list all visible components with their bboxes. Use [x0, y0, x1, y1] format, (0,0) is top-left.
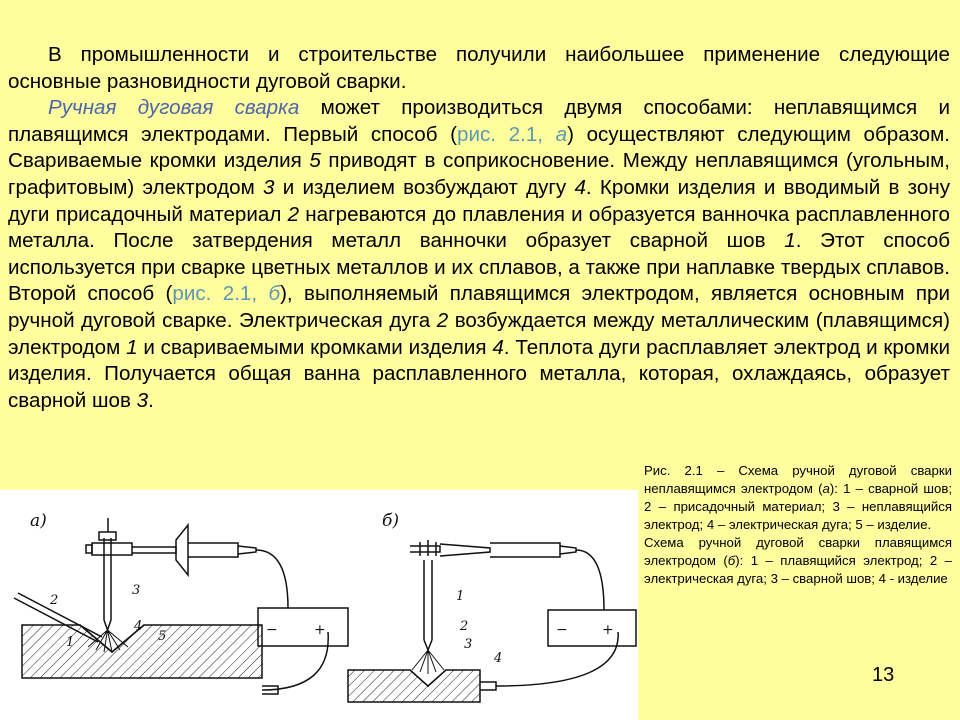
text-span: . Теплота дуги расплавляет электрод и кромки изделия. Получается общая ванна расплавленного металла, которая, охлаждаясь, образует сварной шов — [8, 335, 950, 412]
cable-a-top — [256, 550, 288, 608]
minus-sign-b: − — [556, 622, 568, 638]
text-span: . — [148, 388, 154, 412]
body-text — [8, 42, 950, 414]
holder-guard — [176, 525, 188, 575]
diagram-a-label: а) — [30, 511, 47, 531]
text-span: ) осуществляют следующим образом. Свариваемые кромки изделия — [8, 122, 950, 173]
electrode-a-tip — [104, 620, 111, 630]
label-b1: 1 — [456, 589, 465, 604]
text-span: и свариваемыми кромками изделия — [137, 335, 493, 359]
holder-b-arm — [440, 544, 490, 556]
label-b2: 2 — [460, 619, 469, 634]
label-a2: 2 — [50, 593, 59, 608]
holder-b-handle — [490, 543, 560, 557]
plus-sign-a: + — [314, 622, 326, 638]
text-span: нагреваются до плавления и образуется ванночка расплавленного металла. После затвердения металл ванночки образует сварной шов — [8, 202, 950, 253]
label-b4: 4 — [494, 651, 503, 666]
label-a1: 1 — [66, 635, 75, 650]
ref-number: 2 — [287, 202, 300, 226]
text-span: . Кромки изделия и вводимый в зону дуги присадочный материал — [8, 175, 950, 226]
ref-number: 2 — [436, 308, 449, 332]
diagram-b-label: б) — [382, 511, 400, 531]
ref-number: 3 — [263, 175, 275, 199]
ref-number: 1 — [784, 229, 796, 253]
cable-a-return — [262, 632, 328, 690]
text-span: ), выполняемый плавящимся электродом, является основным при ручной дуговой сварке. Электрическая дуга — [8, 282, 950, 332]
minus-sign-a: − — [266, 622, 278, 638]
welding-diagram-svg — [0, 490, 638, 720]
holder-fork — [420, 540, 436, 556]
text-span: . Этот способ используется при сварке цветных металлов и их сплавов, а также при наплавке твердых сплавов. Второй способ ( — [8, 229, 950, 306]
ref-number: 3 — [136, 388, 149, 412]
holder-clamp — [99, 532, 116, 540]
page-number: 13 — [872, 664, 895, 686]
ref-number: 1 — [126, 335, 138, 359]
label-b3: 3 — [464, 637, 473, 652]
intro-text: В промышленности и строительстве получили наибольшее применение следующие основные разновидности дуговой сварки. — [8, 43, 950, 93]
label-a5: 5 — [158, 629, 167, 644]
label-a4: 4 — [134, 619, 143, 634]
holder-end — [238, 546, 256, 554]
caption-a: Рис. 2.1 – Схема ручной дуговой сварки неплавящимся электродом (а): 1 – сварной шов; 2 – присадочный материал; 3 – неплавящийся электрод; 4 – электрическая дуга; 5 – изделие. — [644, 463, 952, 532]
holder-body — [92, 543, 132, 555]
welding-diagram — [0, 490, 638, 720]
text-span: приводят в соприкосновение. Между неплавящимся (угольным, графитовым) электродом — [8, 149, 950, 199]
cable-b-return — [496, 632, 618, 686]
figure-caption — [644, 462, 952, 588]
cable-b-top — [576, 550, 604, 610]
holder-handle — [188, 543, 238, 557]
holder-knob — [86, 545, 92, 553]
figure-ref-b[interactable]: рис. 2.1, б — [172, 282, 281, 306]
holder-b-end — [560, 546, 576, 554]
diagram-b — [348, 511, 636, 702]
electrode-b-tip — [424, 640, 432, 650]
ref-number: 4 — [574, 175, 586, 199]
text-span: возбуждается между металлическим (плавящимся) электродом — [8, 308, 950, 359]
plus-sign-b: + — [602, 622, 614, 638]
intro-paragraph — [8, 42, 950, 95]
ref-number: 4 — [492, 335, 504, 359]
term-manual-arc-welding: Ручная дуговая сварка — [48, 96, 300, 120]
manual-arc-paragraph — [8, 95, 950, 414]
arc-rays-b — [412, 650, 444, 674]
clamp-b — [480, 682, 496, 690]
text-span: может производиться двумя способами: неплавящимся и плавящимся электродами. Первый способ ( — [8, 96, 950, 146]
text-span: и изделием возбуждают дугу — [274, 175, 575, 199]
holder-arm — [132, 547, 176, 553]
ref-number: 5 — [309, 149, 321, 173]
label-a3: 3 — [132, 583, 141, 598]
diagram-a — [14, 511, 348, 694]
caption-b: Схема ручной дуговой сварки плавящимся электродом (б): 1 – плавящийся электрод; 2 – электрическая дуга; 3 – сварной шов; 4 - изделие — [644, 535, 952, 586]
figure-ref-a[interactable]: рис. 2.1, а — [457, 122, 568, 146]
workpiece-b — [348, 670, 480, 702]
